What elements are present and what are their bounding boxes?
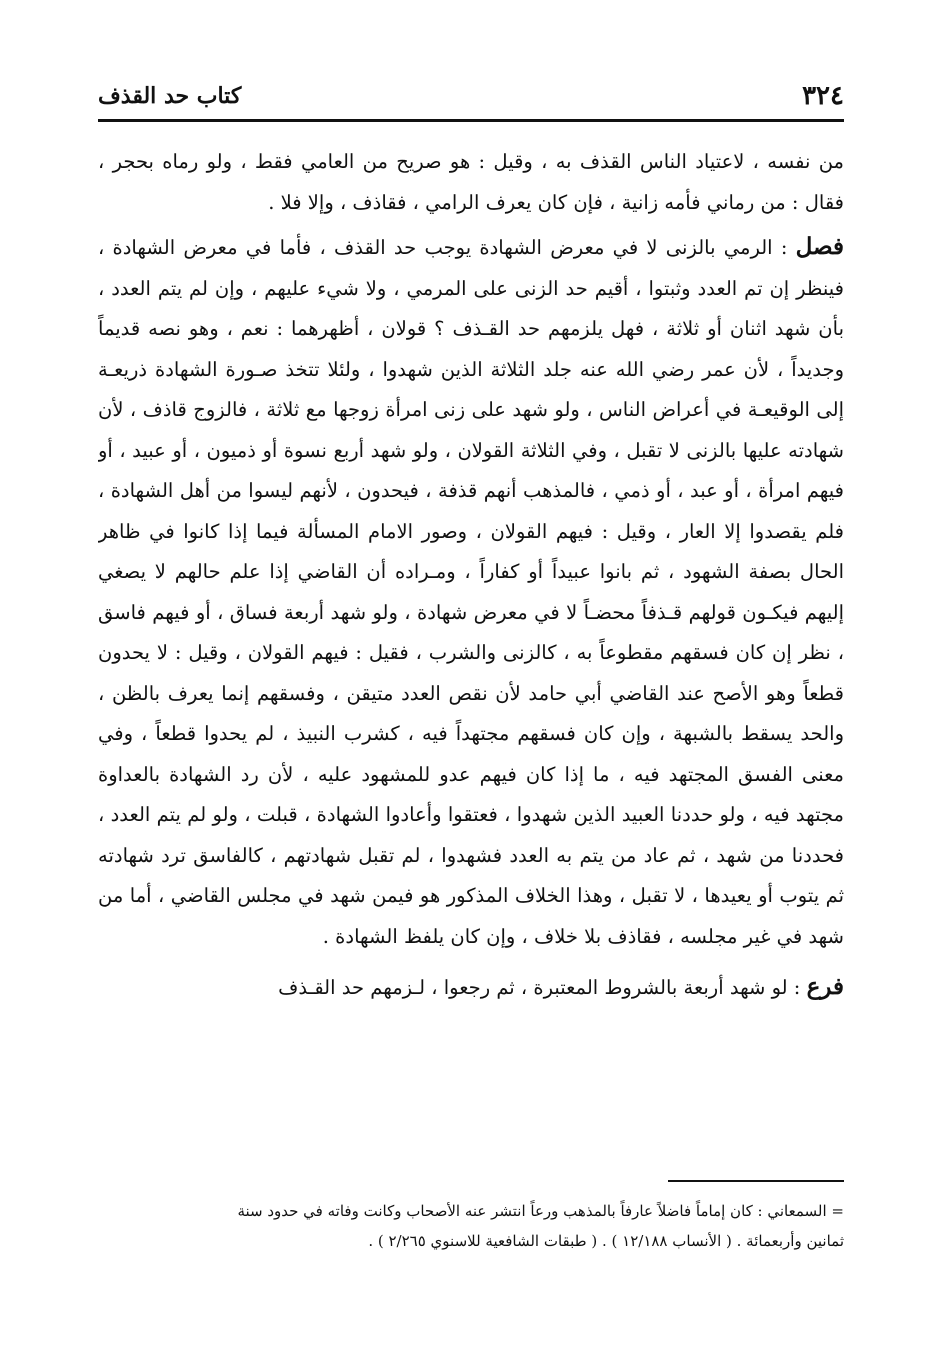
paragraph-2	[98, 227, 844, 957]
footnote-line-1: = السمعاني : كان إماماً فاضلاً عارفاً بالمذهب ورعاً انتشر عنه الأصحاب وكانت وفاته في حدود سنة	[237, 1202, 844, 1220]
header-rule	[98, 119, 844, 122]
footnote	[98, 1196, 844, 1266]
paragraph-3	[98, 967, 844, 1009]
section-heading-far: فرع	[806, 973, 844, 1000]
footnote-line-2: ثمانين وأربعمائة . ( الأنساب ١٢/١٨٨ ) . ( طبقات الشافعية للاسنوي ٢/٢٦٥ ) .	[368, 1232, 844, 1250]
paragraph-3-text: : لو شهد أربعة بالشروط المعتبرة ، ثم رجعوا ، لـزمهم حد القـذف	[278, 976, 807, 999]
page-header	[98, 78, 844, 114]
paragraph-1: من نفسه ، لاعتياد الناس القذف به ، وقيل : هو صريح من العامي فقط ، ولو رماه بحجر ، فقال : من رماني فأمه زانية ، فإن كان يعرف الرامي ، فقاذف ، وإلا فلا .	[98, 150, 844, 214]
paragraph-2-text: : الرمي بالزنى لا في معرض الشهادة يوجب حد القذف ، فأما في معرض الشهادة ، فينظر إن تم العدد وثبتوا ، أقيم حد الزنى على المرمي ، ولا شيء عليهم ، وإن لم يتم العدد ، بأن شهد اثنان أو ثلاثة ، فهل يلزمهم حد القـذف ؟ قولان ، أظهرهما : نعم ، وهو نصه قديماً وجديداً ، لأن عمر رضي الله عنه جلد الثلاثة الذين شهدوا ، ولئلا تتخذ صـورة الشهادة ذريعـة إلى الوقيعـة في أعراض الناس ، ولو شهد على زنى امرأة زوجها مع ثلاثة ، فالزوج قاذف ، لأن شهادته عليها بالزنى لا تقبل ، وفي الثلاثة القولان ، ولو شهد أربع نسوة أو ذميون ، أو عبيد ، أو فيهم امرأة ، أو عبد ، أو ذمي ، فالمذهب أنهم قذفة ، فيحدون ، لأنهم ليسوا من أهل الشهادة ، فلم يقصدوا إلا العار ، وقيل : فيهم القولان ، وصور الامام المسألة فيما إذا كانوا في ظاهر الحال بصفة الشهود ، ثم بانوا عبيداً أو كفاراً ، ومـراده أن القاضي إذا علم حالهم لا يصغي إليهم فيكـون قولهم قـذفاً محضـاً لا في معرض شهادة ، ولو شهد أربعة فساق ، أو فيهم فاسق ، نظر إن كان فسقهم مقطوعاً به ، كالزنى والشرب ، فقيل : فيهم القولان ، وقيل : لا يحدون قطعاً وهو الأصح عند القاضي أبي حامد لأن نقص العدد متيقن ، وفسقهم إنما يعرف بالظن ، والحد يسقط بالشبهة ، وإن كان فسقهم مجتهداً فيه ، كشرب النبيذ ، لم يحدوا قطعاً ، وفي معنى الفسق المجتهد فيه ، ما إذا كان فيهم عدو للمشهود عليه ، لأن رد الشهادة بالعداوة مجتهد فيه ، ولو حددنا العبيد الذين شهدوا ، فعتقوا وأعادوا الشهادة ، قبلت ، ولو لم يتم العدد ، فحددنا من شهد ، ثم عاد من يتم به العدد فشهدوا ، لم تقبل شهادتهم ، كالفاسق ترد شهادته ثم يتوب أو يعيدها ، لا تقبل ، وهذا الخلاف المذكور هو فيمن شهد في مجلس القاضي ، أما من شهد في غير مجلسه ، فقاذف بلا خلاف ، وإن كان يلفظ الشهادة .	[98, 236, 844, 948]
running-title: كتاب حد القذف	[98, 83, 242, 109]
footnote-rule	[668, 1180, 844, 1182]
section-heading-fasl: فصل	[795, 233, 844, 260]
main-text	[98, 142, 844, 1142]
page-number: ٣٢٤	[802, 81, 844, 111]
